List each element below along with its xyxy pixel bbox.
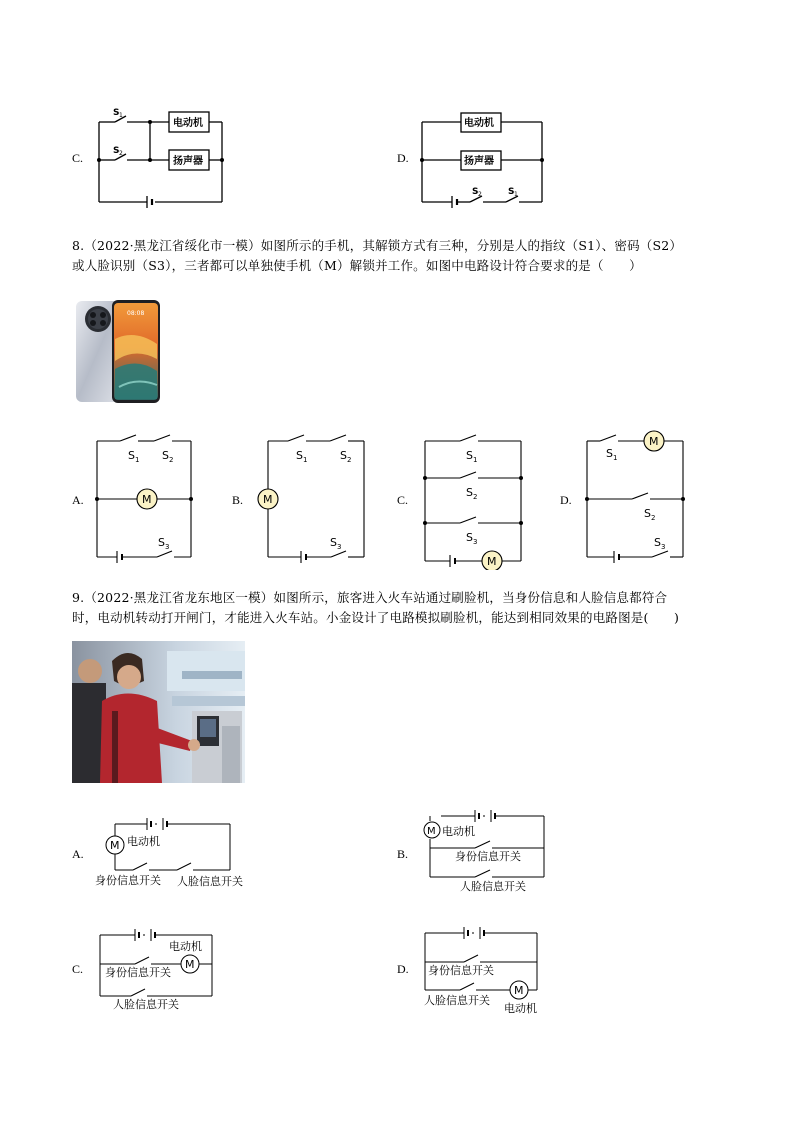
q9-option-b-label: B.: [397, 847, 409, 861]
svg-text:S: S: [162, 449, 169, 462]
svg-text:S: S: [466, 449, 473, 462]
svg-text:2: 2: [478, 191, 482, 198]
svg-text:人脸信息开关: 人脸信息开关: [460, 880, 526, 893]
svg-text:S: S: [158, 536, 165, 549]
q7-circuit-c: [95, 104, 230, 208]
q8-option-c-label: C.: [397, 493, 409, 507]
svg-text:电动机: 电动机: [169, 940, 202, 953]
q9-circuit-c: [95, 924, 225, 1014]
svg-text:08:08: 08:08: [127, 310, 145, 317]
svg-text:S: S: [113, 146, 120, 156]
question-8-line2: 或人脸识别（S3），三者都可以单独使手机（M）解锁并工作。如图中电路设计符合要求的是（ ）: [72, 258, 642, 273]
svg-text:电动机: 电动机: [127, 835, 160, 848]
svg-text:S: S: [472, 187, 479, 197]
phone-photo: [75, 299, 161, 404]
svg-text:2: 2: [169, 456, 174, 464]
svg-text:S: S: [466, 486, 473, 499]
svg-text:M: M: [263, 493, 273, 506]
question-9-line1: 9.（2022·黑龙江省龙东地区一模）如图所示，旅客进入火车站通过刷脸机，当身份信息和人脸信息都符合: [72, 590, 668, 605]
svg-text:M: M: [142, 493, 152, 506]
q7-circuit-d: [418, 108, 548, 208]
svg-text:1: 1: [514, 191, 518, 198]
svg-text:3: 3: [473, 538, 478, 546]
svg-text:S: S: [113, 108, 120, 118]
q9-circuit-b: [420, 808, 550, 898]
q9-option-c-label: C.: [72, 962, 84, 976]
q7-option-d-label: D.: [397, 151, 409, 165]
svg-text:身份信息开关: 身份信息开关: [95, 874, 161, 887]
svg-text:3: 3: [337, 543, 342, 551]
motor-label: 电动机: [173, 118, 203, 129]
svg-text:S: S: [644, 507, 651, 520]
svg-text:M: M: [514, 984, 524, 997]
q8-circuit-c: [420, 430, 530, 570]
q7-option-c-label: C.: [72, 151, 84, 165]
svg-text:3: 3: [165, 543, 170, 551]
svg-text:3: 3: [661, 543, 666, 551]
svg-text:电动机: 电动机: [442, 825, 475, 838]
svg-text:2: 2: [651, 514, 656, 522]
svg-text:1: 1: [135, 456, 140, 464]
svg-text:人脸信息开关: 人脸信息开关: [177, 875, 243, 888]
svg-text:身份信息开关: 身份信息开关: [105, 966, 171, 979]
q9-circuit-a: [95, 815, 260, 895]
svg-text:S: S: [330, 536, 337, 549]
svg-text:1: 1: [119, 112, 123, 119]
q8-circuit-b: [256, 430, 371, 565]
svg-text:S: S: [128, 449, 135, 462]
q8-option-d-label: D.: [560, 493, 572, 507]
svg-text:1: 1: [473, 456, 478, 464]
svg-text:M: M: [649, 435, 659, 448]
svg-text:扬声器: 扬声器: [464, 156, 494, 167]
svg-text:S: S: [606, 447, 613, 460]
svg-text:人脸信息开关: 人脸信息开关: [424, 994, 490, 1007]
svg-text:M: M: [185, 958, 195, 971]
svg-text:M: M: [427, 826, 436, 837]
svg-text:人脸信息开关: 人脸信息开关: [113, 998, 179, 1011]
station-photo: [72, 641, 245, 783]
svg-text:1: 1: [613, 454, 618, 462]
speaker-label: 扬声器: [173, 156, 203, 167]
svg-text:电动机: 电动机: [504, 1002, 537, 1015]
q8-circuit-d: [582, 428, 692, 565]
question-8-line1: 8.（2022·黑龙江省绥化市一模）如图所示的手机，其解锁方式有三种，分别是人的指纹（S1）、密码（S2）: [72, 238, 683, 253]
svg-text:身份信息开关: 身份信息开关: [455, 850, 521, 863]
q9-circuit-d: [420, 922, 550, 1017]
q9-option-d-label: D.: [397, 962, 409, 976]
svg-text:M: M: [487, 555, 497, 568]
svg-text:S: S: [296, 449, 303, 462]
question-9-line2: 时，电动机转动打开闸门，才能进入火车站。小金设计了电路模拟刷脸机，能达到相同效果的电路图是( ): [72, 610, 680, 625]
svg-text:2: 2: [119, 150, 123, 157]
svg-text:S: S: [654, 536, 661, 549]
svg-text:S: S: [340, 449, 347, 462]
q8-option-b-label: B.: [232, 493, 244, 507]
svg-text:S: S: [508, 187, 515, 197]
svg-text:M: M: [110, 839, 120, 852]
q8-option-a-label: A.: [72, 493, 84, 507]
svg-text:身份信息开关: 身份信息开关: [428, 964, 494, 977]
svg-text:2: 2: [347, 456, 352, 464]
svg-text:1: 1: [303, 456, 308, 464]
svg-text:电动机: 电动机: [464, 118, 494, 129]
q9-option-a-label: A.: [72, 847, 84, 861]
svg-text:S: S: [466, 531, 473, 544]
q8-circuit-a: [92, 430, 197, 565]
svg-text:2: 2: [473, 493, 478, 501]
